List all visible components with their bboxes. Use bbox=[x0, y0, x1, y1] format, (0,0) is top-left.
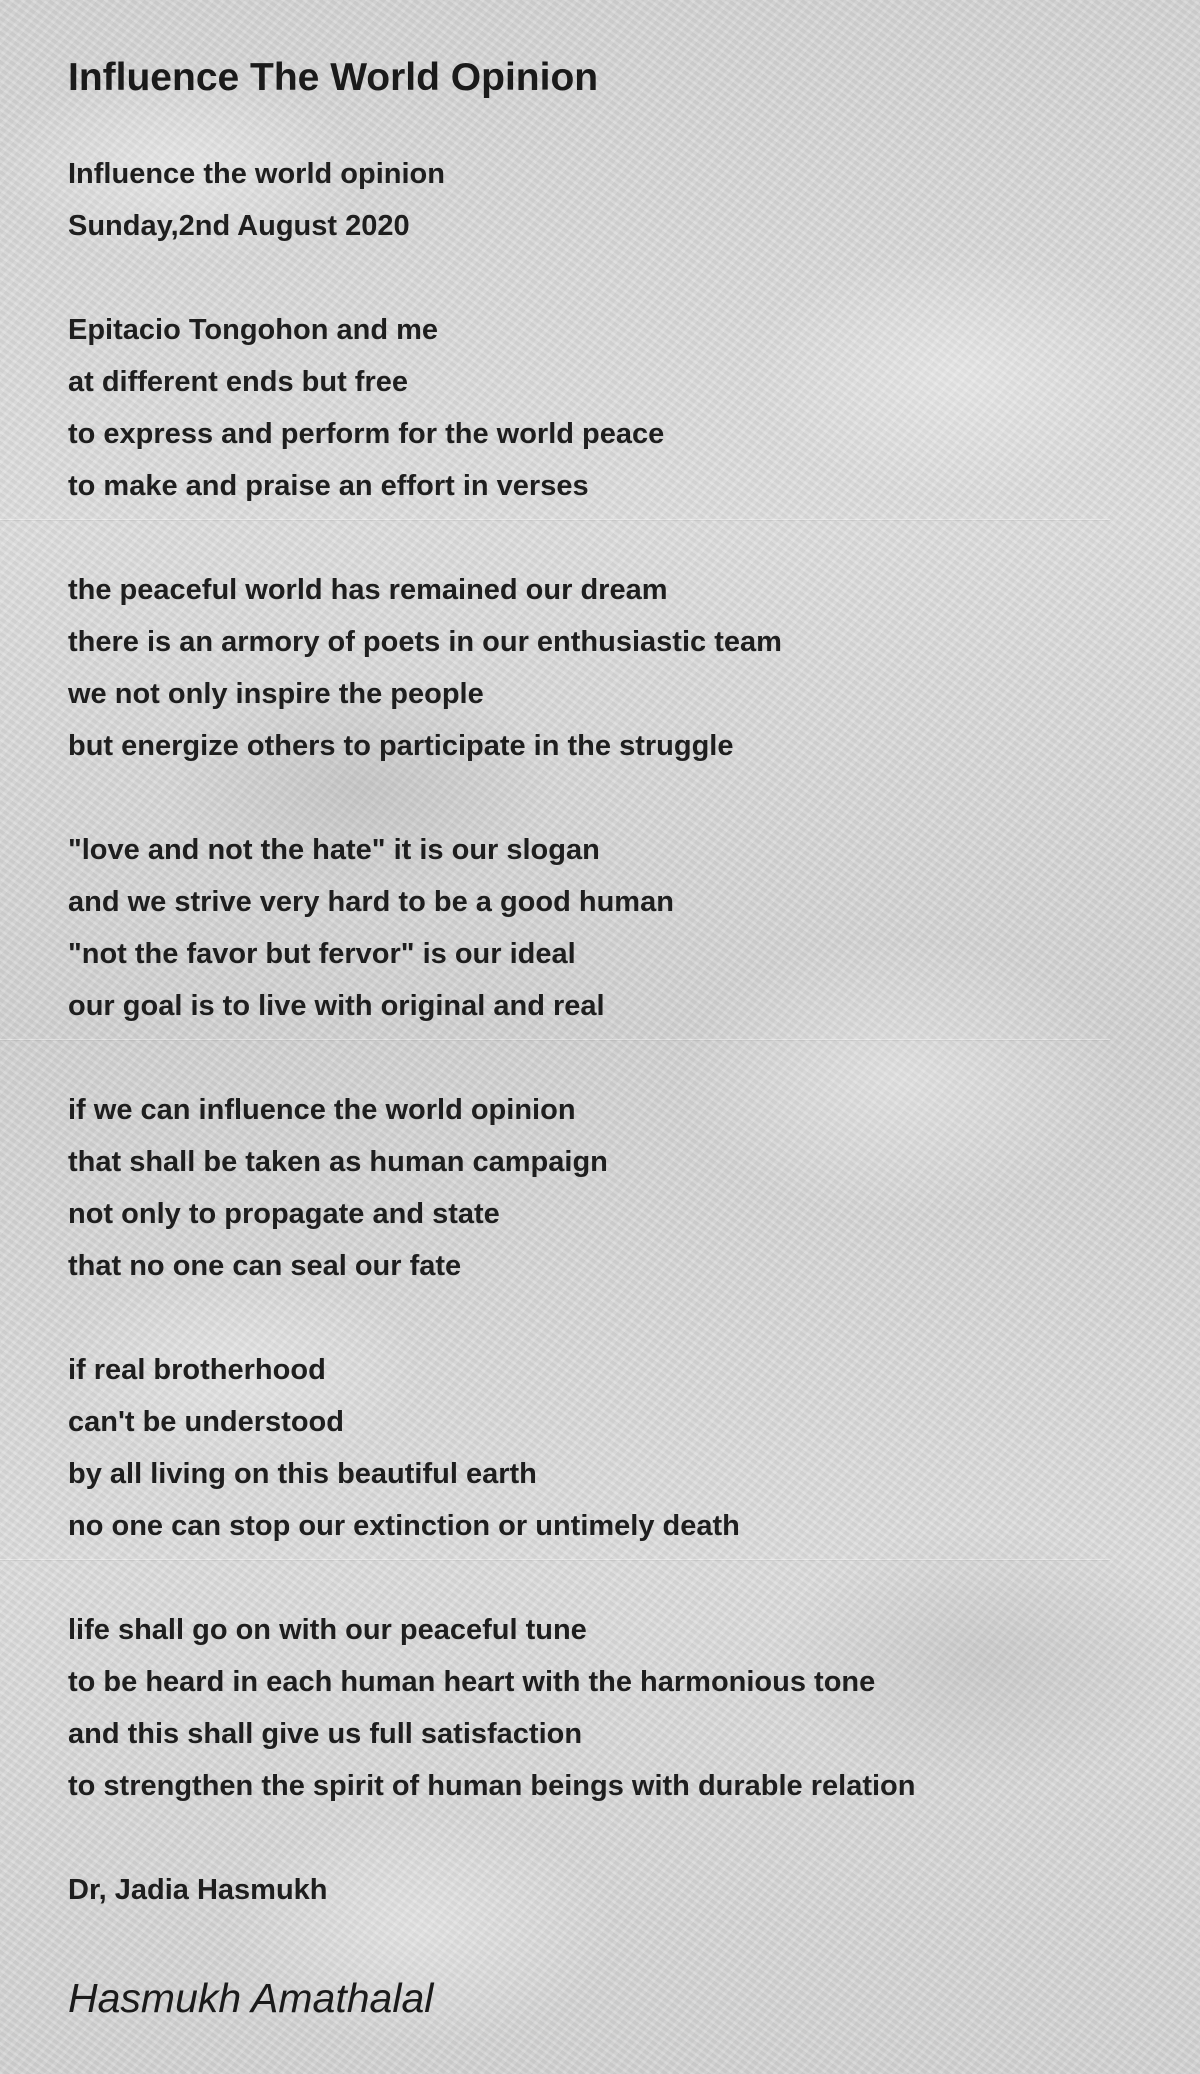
poem-line: that no one can seal our fate bbox=[68, 1250, 462, 1282]
poem-line: to strengthen the spirit of human beings with durable relation bbox=[68, 1770, 916, 1802]
stanza-1 bbox=[68, 304, 1168, 512]
poem-line: Sunday,2nd August 2020 bbox=[68, 210, 410, 242]
stanza-4 bbox=[68, 1084, 1168, 1292]
stanza-2 bbox=[68, 564, 1168, 772]
poem-line: and this shall give us full satisfaction bbox=[68, 1718, 583, 1750]
poem-line: not only to propagate and state bbox=[68, 1198, 500, 1230]
poem-title: Influence The World Opinion bbox=[68, 56, 599, 99]
poem-line: but energize others to participate in the struggle bbox=[68, 730, 734, 762]
poem-line: Epitacio Tongohon and me bbox=[68, 314, 439, 346]
poem-line: can't be understood bbox=[68, 1406, 344, 1438]
poem-line: "love and not the hate" it is our slogan bbox=[68, 834, 600, 866]
poem-line: that shall be taken as human campaign bbox=[68, 1146, 608, 1178]
poem-line: the peaceful world has remained our dream bbox=[68, 574, 668, 606]
poem-line: to be heard in each human heart with the harmonious tone bbox=[68, 1666, 876, 1698]
poem-signature: Dr, Jadia Hasmukh bbox=[68, 1874, 328, 1906]
poem-line: to express and perform for the world peace bbox=[68, 418, 665, 450]
stanza-date bbox=[68, 148, 1168, 252]
poem-line: "not the favor but fervor" is our ideal bbox=[68, 938, 576, 970]
stanza-6 bbox=[68, 1604, 1168, 1812]
poem-line: Influence the world opinion bbox=[68, 158, 445, 190]
poem-line: our goal is to live with original and real bbox=[68, 990, 605, 1022]
poem-line: to make and praise an effort in verses bbox=[68, 470, 589, 502]
poem-line: if we can influence the world opinion bbox=[68, 1094, 576, 1126]
author-name: Hasmukh Amathalal bbox=[68, 1975, 434, 2021]
poem-line: if real brotherhood bbox=[68, 1354, 326, 1386]
poem-line: at different ends but free bbox=[68, 366, 408, 398]
poem-line: by all living on this beautiful earth bbox=[68, 1458, 537, 1490]
poem-line: life shall go on with our peaceful tune bbox=[68, 1614, 587, 1646]
poem-line: there is an armory of poets in our enthusiastic team bbox=[68, 626, 782, 658]
poem bbox=[68, 48, 1168, 1916]
poem-line: no one can stop our extinction or untimely death bbox=[68, 1510, 740, 1542]
stanza-5 bbox=[68, 1344, 1168, 1552]
poem-line: and we strive very hard to be a good human bbox=[68, 886, 674, 918]
poem-line: we not only inspire the people bbox=[68, 678, 484, 710]
stanza-3 bbox=[68, 824, 1168, 1032]
